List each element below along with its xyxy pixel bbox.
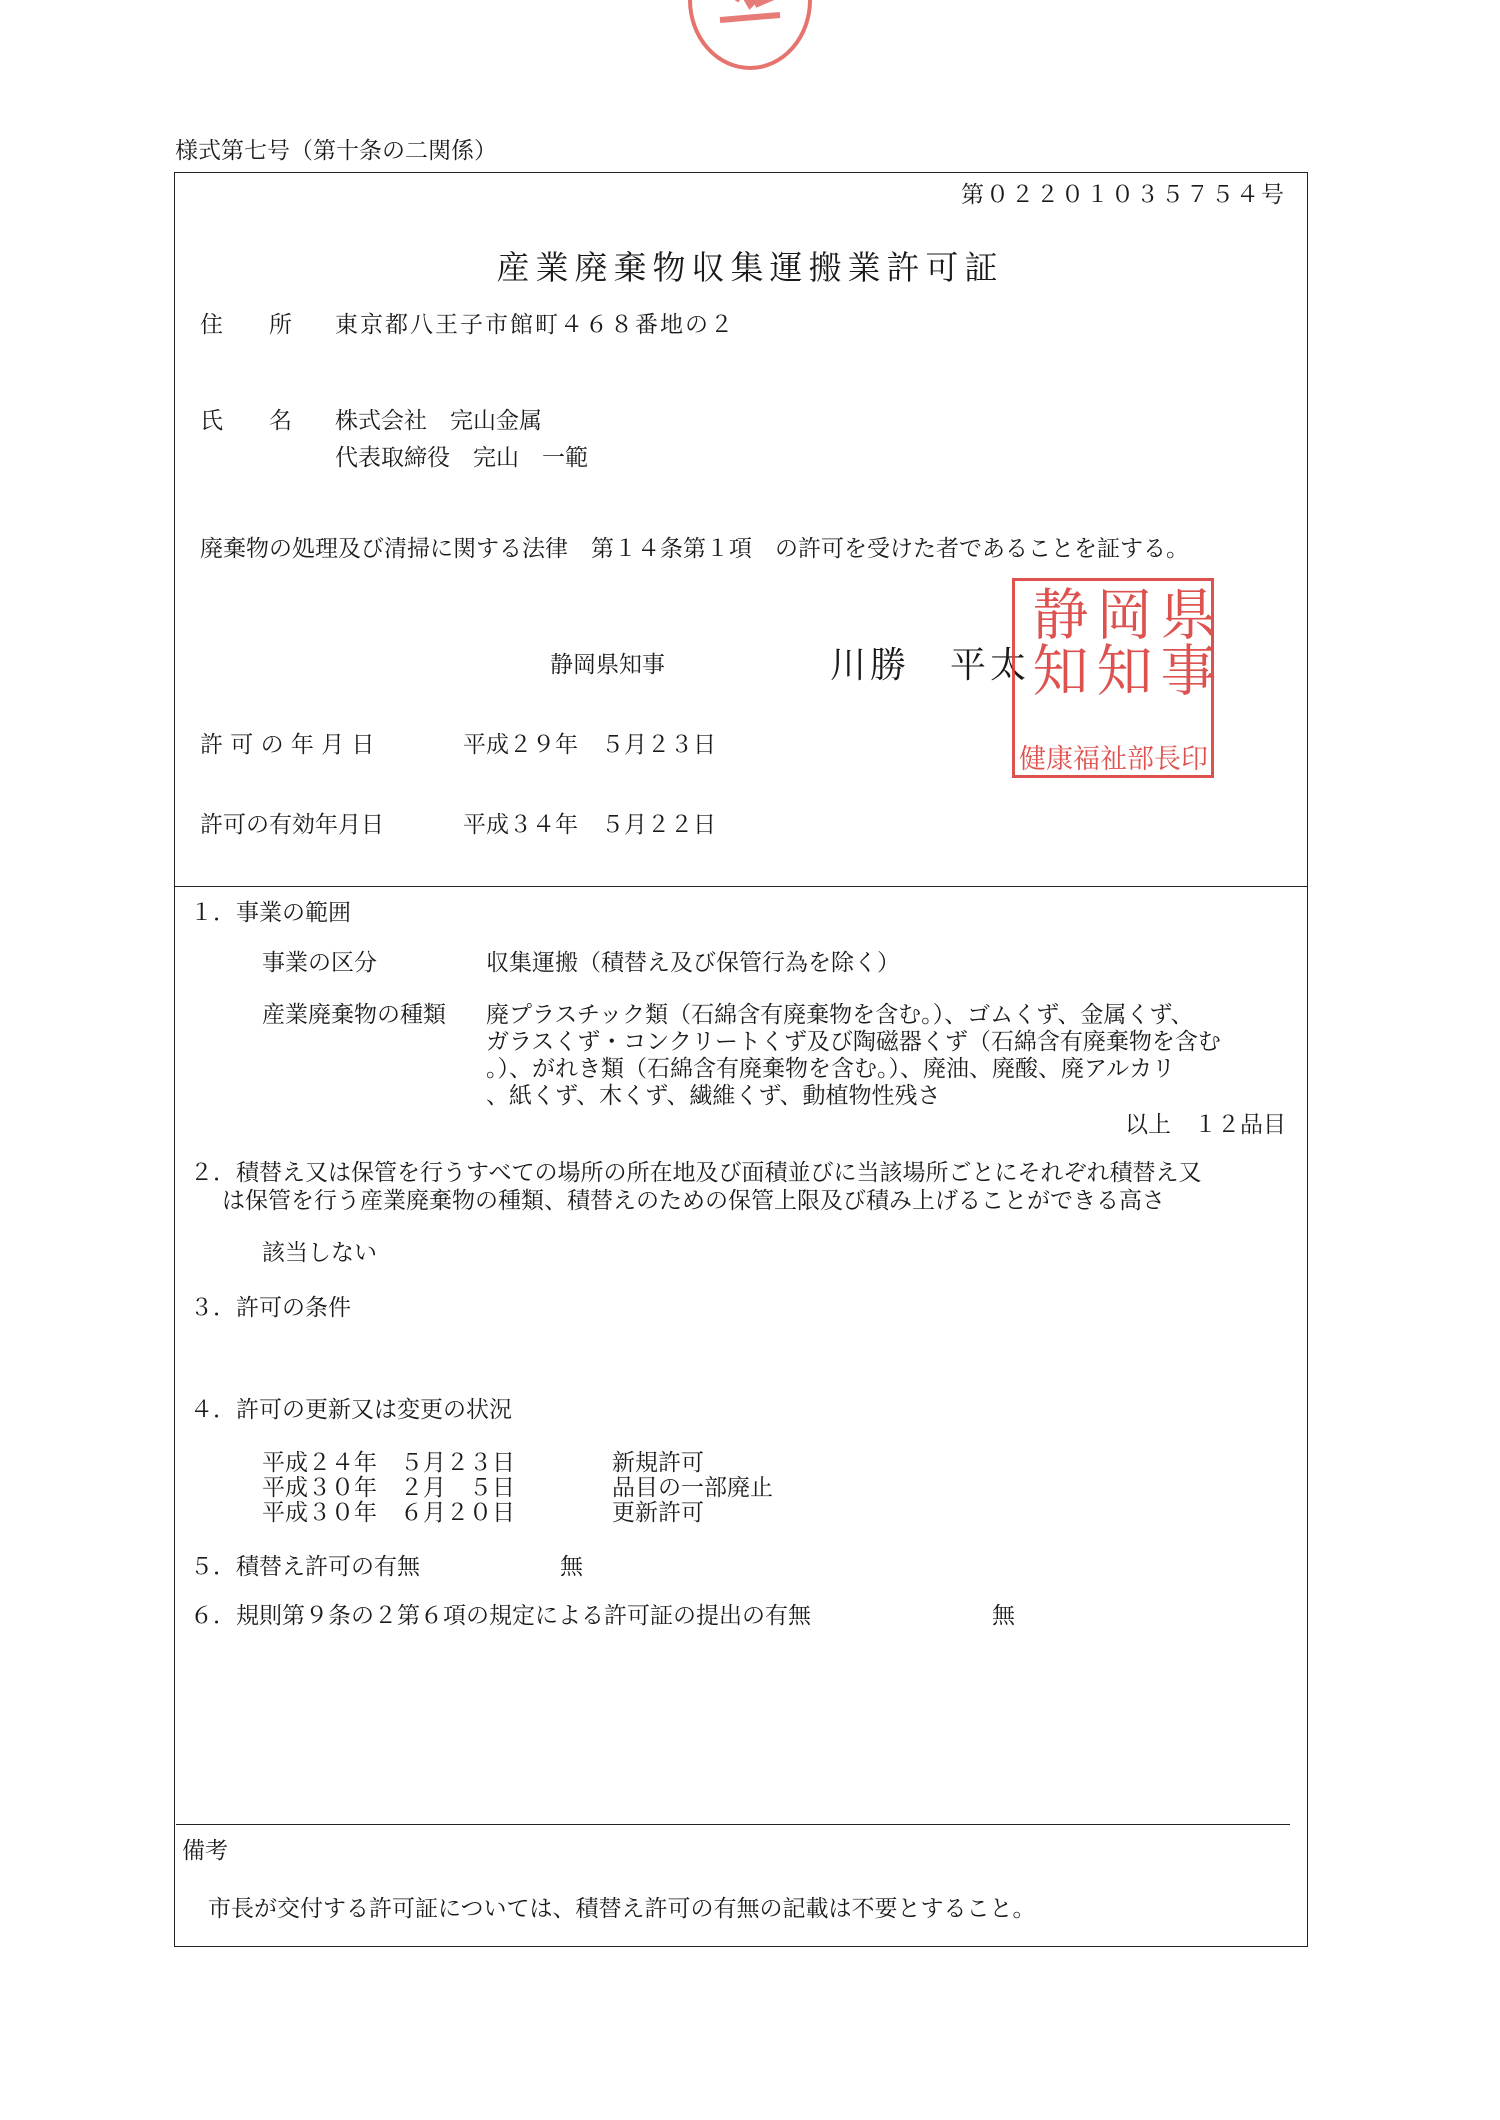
section6-heading: ６．規則第９条の２第６項の規定による許可証の提出の有無 (190, 1603, 811, 1629)
history-date: 平成２４年 ５月２３日 (262, 1450, 515, 1476)
waste-types-line: 。）、がれき類（石綿含有廃棄物を含む。）、廃油、廃酸、廃アルカリ (486, 1056, 1176, 1082)
remarks-text: 市長が交付する許可証については、積替え許可の有無の記載は不要とすること。 (208, 1896, 1036, 1922)
seal-column-middle (1085, 585, 1153, 697)
section1-heading: １．事業の範囲 (190, 900, 351, 926)
waste-types-total: 以上 １２品目 (1125, 1112, 1286, 1138)
address-label: 住 所 (200, 312, 292, 338)
company-name: 株式会社 完山金属 (335, 408, 542, 434)
seal-bottom-line: 健康福祉部長印 (1019, 744, 1208, 775)
history-date: 平成３０年 ２月 ５日 (262, 1475, 515, 1501)
waste-types-line: ガラスくず・コンクリートくず及び陶磁器くず（石綿含有廃棄物を含む (486, 1029, 1221, 1055)
section5-heading: ５．積替え許可の有無 (190, 1554, 420, 1580)
expiry-date-value: 平成３４年 ５月２２日 (463, 812, 716, 838)
section4-heading: ４．許可の更新又は変更の状況 (190, 1397, 512, 1423)
waste-types-line: 、紙くず、木くず、繊維くず、動植物性残さ (486, 1083, 941, 1109)
form-number: 様式第七号（第十条の二関係） (175, 138, 497, 164)
issuer-signature: 川勝 平太 (830, 645, 1031, 686)
history-date: 平成３０年 ６月２０日 (262, 1500, 515, 1526)
remarks-label: 備考 (182, 1838, 228, 1864)
official-seal (1012, 578, 1217, 778)
section2-heading-line: は保管を行う産業廃棄物の種類、積替えのための保管上限及び積み上げることができる高さ (222, 1188, 1165, 1214)
history-event: 更新許可 (612, 1500, 704, 1526)
seal-column-left (1021, 585, 1089, 697)
business-category-value: 収集運搬（積替え及び保管行為を除く） (486, 950, 900, 976)
permit-number: 第０２２０１０３５７５４号 (961, 182, 1286, 208)
history-event: 品目の一部廃止 (612, 1475, 773, 1501)
seal-column-middle-text: 岡知 (1087, 585, 1153, 697)
document-title: 産業廃棄物収集運搬業許可証 (496, 248, 1004, 287)
section2-value: 該当しない (262, 1240, 377, 1266)
top-seal-icon (680, 0, 820, 80)
seal-column-right (1149, 585, 1217, 697)
waste-types-line: 廃プラスチック類（石綿含有廃棄物を含む。）、ゴムくず、金属くず、 (486, 1002, 1194, 1028)
expiry-date-label: 許可の有効年月日 (200, 812, 384, 838)
section3-heading: ３．許可の条件 (190, 1295, 351, 1321)
issuer-title: 静岡県知事 (550, 652, 665, 678)
upper-section-divider (174, 886, 1308, 887)
section2-heading-line: ２．積替え又は保管を行うすべての場所の所在地及び面積並びに当該場所ごとにそれぞれ積替え又 (190, 1160, 1202, 1186)
section6-value: 無 (992, 1603, 1015, 1629)
remarks-divider (176, 1824, 1290, 1825)
history-event: 新規許可 (612, 1450, 704, 1476)
address-value: 東京都八王子市館町４６８番地の２ (335, 312, 735, 338)
representative-name: 代表取締役 完山 一範 (335, 445, 588, 471)
certification-statement: 廃棄物の処理及び清掃に関する法律 第１４条第１項 の許可を受けた者であることを証する。 (200, 536, 1189, 562)
seal-column-right-text: 県事 (1151, 585, 1217, 697)
name-label: 氏 名 (200, 408, 292, 434)
permit-date-label: 許 可 の 年 月 日 (200, 732, 375, 758)
section5-value: 無 (560, 1554, 583, 1580)
business-category-label: 事業の区分 (262, 950, 377, 976)
top-seal-fragment (680, 0, 820, 80)
permit-date-value: 平成２９年 ５月２３日 (463, 732, 716, 758)
waste-types-label: 産業廃棄物の種類 (262, 1002, 446, 1028)
seal-column-left-text: 静知 (1023, 585, 1089, 697)
